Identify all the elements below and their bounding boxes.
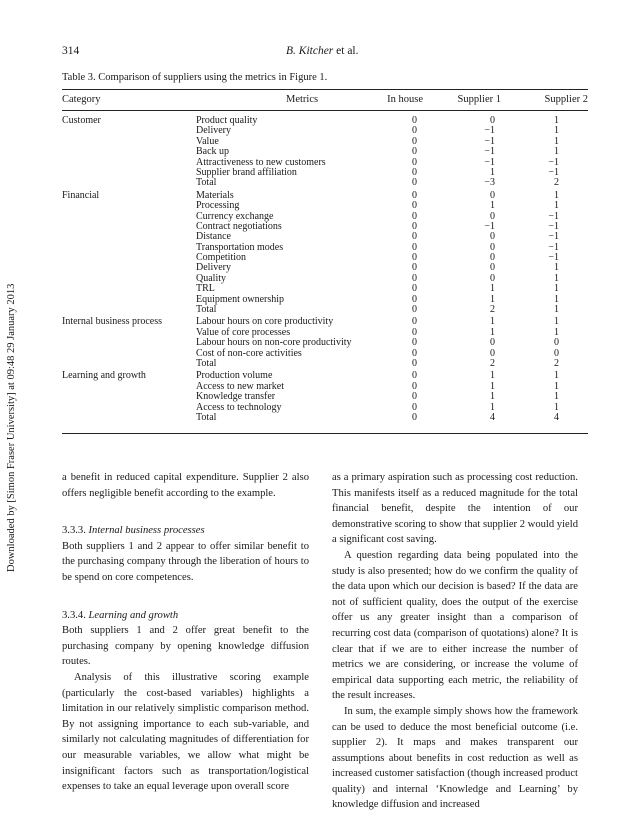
supplier-2-cell: 1 — [554, 316, 559, 328]
supplier-1-cell: 0 — [490, 252, 495, 264]
in-house-cell: 0 — [412, 283, 417, 295]
metric-cell: Value — [196, 135, 219, 147]
supplier-1-cell: 1 — [490, 166, 495, 178]
paragraph: Both suppliers 1 and 2 appear to offer similar benefit to the purchasing company through the liberation of hours to be spend on core competences. — [62, 540, 309, 583]
metric-cell: Attractiveness to new customers — [196, 156, 326, 168]
header-supplier-1: Supplier 1 — [457, 94, 501, 105]
in-house-cell: 0 — [412, 262, 417, 274]
in-house-cell: 0 — [412, 391, 417, 403]
table-row — [62, 116, 588, 126]
in-house-cell: 0 — [412, 135, 417, 147]
section-number: 3.3.3. — [62, 525, 86, 537]
supplier-1-cell: 0 — [490, 231, 495, 243]
in-house-cell: 0 — [412, 326, 417, 338]
metric-cell: Knowledge transfer — [196, 391, 276, 403]
table-row — [62, 382, 588, 392]
in-house-cell: 0 — [412, 220, 417, 232]
table-row — [62, 201, 588, 211]
page-number: 314 — [62, 45, 80, 57]
table-body — [62, 116, 588, 423]
supplier-2-cell: −1 — [548, 166, 559, 178]
supplier-2-cell: 1 — [554, 262, 559, 274]
supplier-2-cell: −1 — [548, 156, 559, 168]
metric-cell: Cost of non-core activities — [196, 347, 302, 359]
supplier-2-cell: 4 — [554, 411, 559, 423]
in-house-cell: 0 — [412, 189, 417, 201]
metric-cell: Supplier brand affiliation — [196, 166, 297, 178]
supplier-1-cell: 1 — [490, 293, 495, 305]
table-row — [62, 178, 588, 188]
supplier-2-cell: 1 — [554, 304, 559, 316]
supplier-2-cell: 1 — [554, 189, 559, 201]
supplier-2-cell: 1 — [554, 380, 559, 392]
supplier-1-cell: −1 — [484, 146, 495, 158]
table-row — [62, 253, 588, 263]
in-house-cell: 0 — [412, 125, 417, 137]
metric-cell: Access to new market — [196, 380, 285, 392]
supplier-2-cell: 0 — [554, 347, 559, 359]
supplier-2-cell: 1 — [554, 146, 559, 158]
in-house-cell: 0 — [412, 380, 417, 392]
table-row — [62, 168, 588, 178]
metric-cell: Quality — [196, 272, 226, 284]
table-row — [62, 158, 588, 168]
in-house-cell: 0 — [412, 241, 417, 253]
supplier-2-cell: 1 — [554, 115, 559, 126]
table-row — [62, 317, 588, 327]
in-house-cell: 0 — [412, 411, 417, 423]
in-house-cell: 0 — [412, 370, 417, 382]
in-house-cell: 0 — [412, 293, 417, 305]
supplier-1-cell: 1 — [490, 380, 495, 392]
supplier-2-cell: 1 — [554, 293, 559, 305]
metric-cell: Total — [196, 357, 217, 369]
section-heading — [62, 608, 309, 624]
header-category: Category — [62, 94, 101, 105]
supplier-1-cell: 1 — [490, 391, 495, 403]
metric-cell: Delivery — [196, 262, 231, 274]
in-house-cell: 0 — [412, 156, 417, 168]
running-head-authors — [286, 45, 359, 57]
metric-cell: Value of core processes — [196, 326, 291, 338]
table-row — [62, 392, 588, 402]
right-column — [332, 470, 578, 813]
in-house-cell: 0 — [412, 347, 417, 359]
in-house-cell: 0 — [412, 166, 417, 178]
table-row — [62, 284, 588, 294]
table-top-rule — [62, 89, 588, 90]
table-row — [62, 403, 588, 413]
in-house-cell: 0 — [412, 272, 417, 284]
supplier-2-cell: 1 — [554, 272, 559, 284]
metric-cell: TRL — [196, 283, 215, 295]
metric-cell: Labour hours on core productivity — [196, 316, 334, 328]
table-caption: Table 3. Comparison of suppliers using the metrics in Figure 1. — [62, 72, 328, 83]
table-row — [62, 305, 588, 315]
table-row — [62, 349, 588, 359]
metric-cell: Total — [196, 304, 217, 316]
section-number: 3.3.4. — [62, 609, 86, 621]
author-name: B. Kitcher — [286, 45, 334, 57]
supplier-1-cell: 2 — [490, 357, 495, 369]
supplier-1-cell: −1 — [484, 135, 495, 147]
metric-cell: Back up — [196, 146, 230, 158]
paragraph: Analysis of this illustrative scoring example (particularly the cost-based variables) highlights a limitation in our relatively simplistic comparison method. By not assigning importance to each sub-variable, and similarly not calculating magnitudes of differentiation for our measurable variables, we allow what might be insignificant factors such as transportation/logistical expenses to take an equal leverage upon overall score — [62, 671, 309, 793]
table-group — [62, 371, 588, 423]
metric-cell: Labour hours on non-core productivity — [196, 337, 352, 349]
metric-cell: Materials — [196, 189, 234, 201]
table-row — [62, 222, 588, 232]
metric-cell: Production volume — [196, 370, 273, 382]
table-bottom-rule — [62, 433, 588, 434]
supplier-1-cell: 0 — [490, 115, 495, 126]
supplier-1-cell: 0 — [490, 347, 495, 359]
header-in-house: In house — [387, 94, 423, 105]
supplier-1-cell: 0 — [490, 189, 495, 201]
supplier-1-cell: 2 — [490, 304, 495, 316]
in-house-cell: 0 — [412, 401, 417, 413]
category-cell: Internal business process — [62, 316, 162, 328]
left-column — [62, 470, 309, 795]
section-title: Internal business processes — [88, 525, 205, 537]
table-row — [62, 371, 588, 381]
section-heading — [62, 523, 309, 539]
supplier-1-cell: 1 — [490, 326, 495, 338]
metric-cell: Total — [196, 177, 217, 189]
metric-cell: Total — [196, 411, 217, 423]
table-row — [62, 263, 588, 273]
metric-cell: Transportation modes — [196, 241, 284, 253]
paragraph: a benefit in reduced capital expenditure. Supplier 2 also offers negligible benefit according to the example. — [62, 472, 309, 499]
supplier-2-cell: 1 — [554, 135, 559, 147]
supplier-1-cell: 0 — [490, 210, 495, 222]
table-group — [62, 191, 588, 316]
supplier-1-cell: −3 — [484, 177, 495, 189]
table-row — [62, 338, 588, 348]
paragraph: Both suppliers 1 and 2 offer great benefit to the purchasing company by opening knowledge diffusion routes. — [62, 625, 309, 668]
table-row — [62, 137, 588, 147]
table-row — [62, 413, 588, 423]
download-note: Downloaded by [Simon Fraser University] at 09:48 29 January 2013 — [6, 283, 17, 572]
supplier-1-cell: 1 — [490, 401, 495, 413]
supplier-2-cell: 1 — [554, 370, 559, 382]
supplier-1-cell: 4 — [490, 411, 495, 423]
metric-cell: Distance — [196, 231, 231, 243]
in-house-cell: 0 — [412, 231, 417, 243]
supplier-2-cell: 0 — [554, 337, 559, 349]
section-title: Learning and growth — [88, 609, 179, 621]
in-house-cell: 0 — [412, 252, 417, 264]
supplier-2-cell: −1 — [548, 231, 559, 243]
in-house-cell: 0 — [412, 304, 417, 316]
supplier-2-cell: 1 — [554, 391, 559, 403]
paragraph: as a primary aspiration such as processing cost reduction. This manifests itself as a reduced magnitude for the total financial benefit, despite the intention of our demonstrative scoring to show that supplier 2 would yield a significant cost saving. — [332, 472, 578, 546]
supplier-2-cell: 1 — [554, 283, 559, 295]
supplier-1-cell: −1 — [484, 220, 495, 232]
in-house-cell: 0 — [412, 200, 417, 212]
supplier-2-cell: −1 — [548, 241, 559, 253]
metric-cell: Product quality — [196, 115, 258, 126]
paragraph: In sum, the example simply shows how the framework can be used to deduce the most beneficial outcome (i.e. supplier 2). It maps and makes transparent our assumptions about benefits in cost reduction as well as increased customer satisfaction (though increased product quality) and internal ‘Knowledge and Learning’ by knowledge diffusion and increased — [332, 705, 578, 811]
supplier-2-cell: 1 — [554, 125, 559, 137]
supplier-1-cell: 0 — [490, 272, 495, 284]
metric-cell: Contract negotiations — [196, 220, 282, 232]
in-house-cell: 0 — [412, 316, 417, 328]
supplier-1-cell: 0 — [490, 262, 495, 274]
supplier-1-cell: −1 — [484, 156, 495, 168]
in-house-cell: 0 — [412, 337, 417, 349]
table-row — [62, 147, 588, 157]
supplier-2-cell: −1 — [548, 220, 559, 232]
metric-cell: Processing — [196, 200, 240, 212]
author-etal: et al. — [333, 45, 359, 57]
table-group — [62, 317, 588, 369]
in-house-cell: 0 — [412, 115, 417, 126]
in-house-cell: 0 — [412, 357, 417, 369]
metric-cell: Competition — [196, 252, 246, 264]
metric-cell: Access to technology — [196, 401, 282, 413]
table-row — [62, 212, 588, 222]
paragraph: A question regarding data being populated into the study is also presented; how do we confirm the quality of the data upon which our decision is based? If the data are not of sufficient quality, does the output of the exercise offer us any greater insight than a comparison of recurring cost data (comparison of quotations) alone? It is clear that if we are to either increase the number of metrics we are considering, or increase the volume of empirical data supporting each metric, the reliability of the result increases. — [332, 549, 578, 702]
supplier-2-cell: −1 — [548, 210, 559, 222]
supplier-1-cell: 1 — [490, 316, 495, 328]
header-supplier-2: Supplier 2 — [544, 94, 588, 105]
table-group — [62, 116, 588, 189]
table-row — [62, 274, 588, 284]
table-row — [62, 191, 588, 201]
metric-cell: Currency exchange — [196, 210, 274, 222]
category-cell: Learning and growth — [62, 370, 146, 382]
in-house-cell: 0 — [412, 210, 417, 222]
supplier-1-cell: 0 — [490, 337, 495, 349]
metric-cell: Delivery — [196, 125, 231, 137]
table-row — [62, 126, 588, 136]
in-house-cell: 0 — [412, 177, 417, 189]
supplier-1-cell: 1 — [490, 283, 495, 295]
in-house-cell: 0 — [412, 146, 417, 158]
category-cell: Customer — [62, 115, 101, 126]
metric-cell: Equipment ownership — [196, 293, 285, 305]
supplier-2-cell: 2 — [554, 177, 559, 189]
supplier-2-cell: 1 — [554, 401, 559, 413]
supplier-2-cell: 2 — [554, 357, 559, 369]
table-header-rule — [62, 110, 588, 111]
supplier-1-cell: 0 — [490, 241, 495, 253]
header-metrics: Metrics — [286, 94, 319, 105]
supplier-2-cell: 1 — [554, 200, 559, 212]
supplier-1-cell: −1 — [484, 125, 495, 137]
supplier-1-cell: 1 — [490, 200, 495, 212]
supplier-2-cell: 1 — [554, 326, 559, 338]
table-header — [62, 94, 588, 108]
supplier-2-cell: −1 — [548, 252, 559, 264]
table-row — [62, 359, 588, 369]
table-row — [62, 243, 588, 253]
supplier-1-cell: 1 — [490, 370, 495, 382]
table-row — [62, 295, 588, 305]
category-cell: Financial — [62, 189, 100, 201]
table-row — [62, 232, 588, 242]
